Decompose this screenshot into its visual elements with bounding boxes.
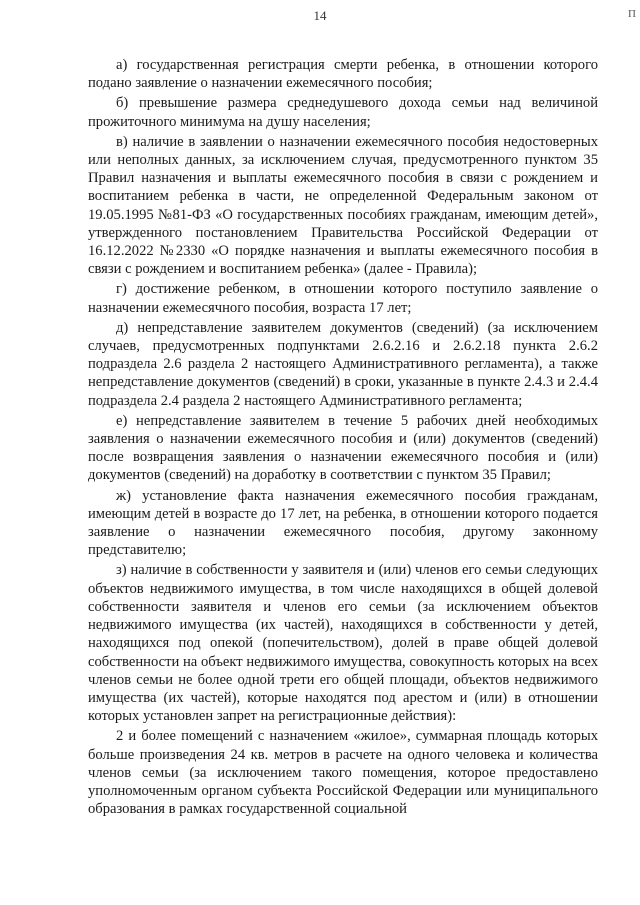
paragraph-a: а) государственная регистрация смерти ребенка, в отношении которого подано заявление о назначении ежемесячного пособия; [88,57,598,92]
document-body [88,56,598,820]
page-number: 14 [313,8,327,23]
paragraph-d: д) непредставление заявителем документов (сведений) (за исключением случаев, предусмотренных подпунктами 2.6.2.16 и 2.6.2.18 пункта 2.6.2 подраздела 2.6 раздела 2 настоящего Административного регламента), а также непредставление документов (сведений) в сроки, указанные в пункте 2.4.3 и 2.4.4 подраздела 2.4 раздела 2 настоящего Административного регламента; [88,319,598,409]
paragraph-z-item-1: 2 и более помещений с назначением «жилое», суммарная площадь которых больше произведения 24 кв. метров в расчете на одного человека и количества членов семьи (за исключением такого помещения, которое предоставлено уполномоченным органом субъекта Российской Федерации или муниципального образования в рамках государственной социальной [88,728,598,818]
edge-mark: П [628,8,636,20]
paragraph-zh: ж) установление факта назначения ежемесячного пособия гражданам, имеющим детей в возрасте до 17 лет, на ребенка, в отношении которого подается заявление о назначении ежемесячного пособия, другому законному представителю; [88,487,598,559]
paragraph-z: з) наличие в собственности у заявителя и (или) членов его семьи следующих объектов недвижимого имущества, в том числе находящихся в общей долевой собственности заявителя и членов его семьи (за исключением объектов недвижимого имущества (их частей), находящихся в собственности у детей, находящихся под опекой (попечительством), долей в праве общей долевой собственности на объект недвижимого имущества, совокупность которых на всех членов семьи не более одной трети его общей площади, объектов недвижимого имущества (их частей), которые находятся под арестом и (или) в отношении которых установлен запрет на регистрационные действия): [88,562,598,725]
paragraph-v: в) наличие в заявлении о назначении ежемесячного пособия недостоверных или неполных данных, за исключением случая, предусмотренного пунктом 35 Правил назначения и выплаты ежемесячного пособия в связи с рождением и воспитанием ребенка в части, не определенной Федеральным законом от 19.05.1995 №81-ФЗ «О государственных пособиях гражданам, имеющим детей», утвержденного постановлением Правительства Российской Федерации от 16.12.2022 №2330 «О порядке назначения и выплаты ежемесячного пособия в связи с рождением и воспитанием ребенка» (далее - Правила); [88,133,598,278]
paragraph-e: е) непредставление заявителем в течение 5 рабочих дней необходимых заявления о назначении ежемесячного пособия и (или) документов (сведений) после возвращения заявления о назначении ежемесячного пособия и (или) документов (сведений) на доработку в соответствии с пунктом 35 Правил; [88,412,598,484]
paragraph-g: г) достижение ребенком, в отношении которого поступило заявление о назначении ежемесячного пособия, возраста 17 лет; [88,281,598,316]
paragraph-b: б) превышение размера среднедушевого дохода семьи над величиной прожиточного минимума на душу населения; [88,95,598,130]
